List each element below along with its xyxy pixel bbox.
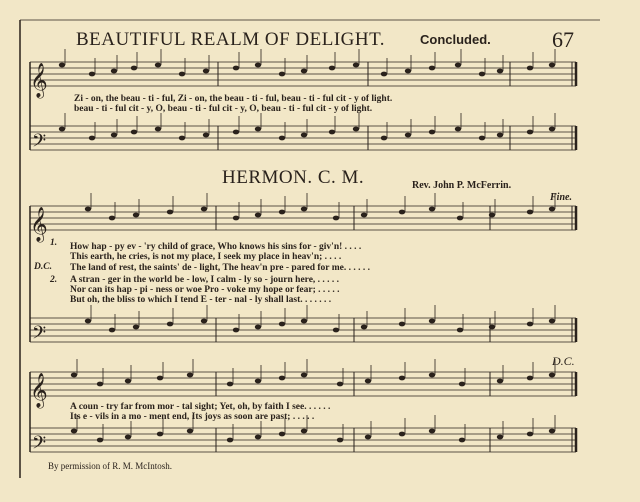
h1-treble-note <box>479 72 485 77</box>
h1-bass-note <box>381 136 387 141</box>
hermon-lyric-row-2: This earth, he cries, is not my place, I seek my place in heav'n; . . . . <box>70 252 342 262</box>
hermon-lyric-row-4: A stran - ger in the world be - low, I calm - ly so - journ here, . . . . . <box>70 275 340 285</box>
fine-mark: Fine. <box>550 192 572 203</box>
h1-treble-note <box>405 69 411 74</box>
h2-treble-2-note <box>125 379 131 384</box>
h1-treble-note <box>455 63 461 68</box>
h2-treble-2-note <box>429 373 435 378</box>
h2-treble-1-note <box>301 207 307 212</box>
h2-bass-2-note <box>157 432 163 437</box>
treble-clef-icon: 𝄞 <box>30 63 48 98</box>
h1-treble-note <box>497 69 503 74</box>
h2-treble-2-note <box>301 373 307 378</box>
h2-treble-1-note <box>527 210 533 215</box>
h1-treble-note <box>179 72 185 77</box>
h1-bass-note <box>131 130 137 135</box>
h1-bass-note <box>279 136 285 141</box>
hymn1-title: BEAUTIFUL REALM OF DELIGHT. <box>76 29 386 50</box>
h1-treble-note <box>203 69 209 74</box>
h2-treble-2-note <box>157 376 163 381</box>
h1-bass-note <box>111 133 117 138</box>
h2-treble-2-note <box>97 382 103 387</box>
hymn2-title: HERMON. C. M. <box>222 167 365 188</box>
h1-bass-note <box>527 130 533 135</box>
dc-mark: D.C. <box>552 354 575 368</box>
h1-treble-note <box>279 72 285 77</box>
h2-treble-1-note <box>429 207 435 212</box>
h2-bass-1-note <box>429 319 435 324</box>
h2-treble-2-note <box>255 379 261 384</box>
h2-bass-1-note <box>549 319 555 324</box>
hymn2-author: Rev. John P. McFerrin. <box>412 180 512 191</box>
h1-bass-note <box>301 133 307 138</box>
h2-treble-2-note <box>337 382 343 387</box>
h1-bass-note <box>455 127 461 132</box>
h2-treble-2-note <box>365 379 371 384</box>
h2-bass-2-note <box>227 438 233 443</box>
h1-bass-note <box>497 133 503 138</box>
h2-bass-2-note <box>399 432 405 437</box>
h1-bass-note <box>89 136 95 141</box>
h1-bass-note <box>203 133 209 138</box>
h1-treble-note <box>329 66 335 71</box>
hymn1-lyric-line-2: beau - ti - ful cit - y, O, beau - ti - ful cit - y, O, beau - ti - ful cit - y of light. <box>74 104 373 114</box>
h2-bass-2-note <box>125 435 131 440</box>
h1-treble-note <box>353 63 359 68</box>
h2-bass-1-note <box>109 328 115 333</box>
page-number: 67 <box>552 27 574 52</box>
h1-bass-note <box>179 136 185 141</box>
treble-clef-icon: 𝄞 <box>30 373 48 408</box>
h2-bass-2-note <box>255 435 261 440</box>
h2-treble-1-note <box>361 213 367 218</box>
h2-bass-1-note <box>85 319 91 324</box>
h2-treble-1-note <box>399 210 405 215</box>
h2-treble-1-note <box>489 213 495 218</box>
h1-bass-note <box>405 133 411 138</box>
footer-credit: By permission of R. M. McIntosh. <box>48 461 173 471</box>
h1-treble-note <box>233 66 239 71</box>
verse2-number: 2. <box>50 275 58 285</box>
h2-bass-1-note <box>361 325 367 330</box>
h2-bass-2-note <box>97 438 103 443</box>
bass-clef-icon: 𝄢 <box>32 131 47 156</box>
h2-treble-1-note <box>279 210 285 215</box>
h2-bass-2-note <box>527 432 533 437</box>
h1-bass-note <box>549 127 555 132</box>
h2-treble-1-note <box>457 216 463 221</box>
hymn1-lyric-line-1: Zi - on, the beau - ti - ful, Zi - on, the beau - ti - ful, beau - ti - ful cit - y of light. <box>74 94 393 104</box>
h2-bass-2-note <box>549 429 555 434</box>
h1-treble-note <box>549 63 555 68</box>
h1-treble-note <box>59 63 65 68</box>
h1-bass-note <box>329 130 335 135</box>
h1-treble-note <box>89 72 95 77</box>
h2-bass-2-note <box>365 435 371 440</box>
h1-treble-note <box>111 69 117 74</box>
h2-bass-2-note <box>337 438 343 443</box>
h2-treble-2-note <box>459 382 465 387</box>
hymn1-status: Concluded. <box>420 32 491 47</box>
h2-treble-1-note <box>233 216 239 221</box>
h2-treble-2-note <box>279 376 285 381</box>
h2-treble-2-note <box>227 382 233 387</box>
h2-treble-2-note <box>497 379 503 384</box>
h1-bass-note <box>233 130 239 135</box>
hermon-lyric-row-1: How hap - py ev - 'ry child of grace, Who knows his sins for - giv'n! . . . . <box>70 242 362 252</box>
h1-treble-note <box>255 63 261 68</box>
h1-bass-note <box>59 127 65 132</box>
h2-bass-1-note <box>201 319 207 324</box>
h1-treble-note <box>381 72 387 77</box>
verse1-number: 1. <box>50 238 58 248</box>
h2-bass-2-note <box>497 435 503 440</box>
h2-treble-2-note <box>71 373 77 378</box>
h2-bass-2-note <box>187 429 193 434</box>
h2-bass-2-note <box>279 432 285 437</box>
hermon-lyric-row-3: The land of rest, the saints' de - light, The heav'n pre - pared for me. . . . . . <box>70 263 370 273</box>
h2-bass-1-note <box>527 322 533 327</box>
h2-bass-2-note <box>429 429 435 434</box>
h2-treble-2-note <box>549 373 555 378</box>
h2-bass-1-note <box>255 325 261 330</box>
h2-bass-2-note <box>71 429 77 434</box>
h1-treble-note <box>301 69 307 74</box>
hermon-lyric-row-5: Nor can its hap - pi - ness or woe Pro - voke my hope or fear; . . . . . <box>70 285 340 295</box>
h2-treble-1-note <box>133 213 139 218</box>
h2-bass-2-note <box>301 429 307 434</box>
h2-treble-1-note <box>201 207 207 212</box>
h2-treble-1-note <box>333 216 339 221</box>
h1-bass-note <box>479 136 485 141</box>
h2-bass-1-note <box>301 319 307 324</box>
h2-treble-1-note <box>85 207 91 212</box>
hermon-lyric-row-7: A coun - try far from mor - tal sight; Yet, oh, by faith I see. . . . . . <box>70 402 331 412</box>
h2-bass-1-note <box>489 325 495 330</box>
h2-treble-2-note <box>527 376 533 381</box>
h2-bass-2-note <box>459 438 465 443</box>
h1-bass-note <box>353 127 359 132</box>
dc-label: D.C. <box>34 262 52 272</box>
h2-treble-1-note <box>109 216 115 221</box>
h2-bass-1-note <box>333 328 339 333</box>
h2-treble-1-note <box>549 207 555 212</box>
h2-bass-1-note <box>167 322 173 327</box>
hermon-lyric-row-8: Its e - vils in a mo - ment end, Its joys as soon are past; . . . . . <box>70 412 315 422</box>
h2-bass-1-note <box>133 325 139 330</box>
treble-clef-icon: 𝄞 <box>30 207 48 242</box>
h2-bass-1-note <box>399 322 405 327</box>
h2-bass-1-note <box>457 328 463 333</box>
h1-treble-note <box>155 63 161 68</box>
hermon-lyric-row-6: But oh, the bliss to which I tend E - ter - nal - ly shall last. . . . . . . <box>70 295 332 305</box>
h2-treble-2-note <box>399 376 405 381</box>
h1-treble-note <box>429 66 435 71</box>
bass-clef-icon: 𝄢 <box>32 433 47 458</box>
h2-bass-1-note <box>279 322 285 327</box>
h2-bass-1-note <box>233 328 239 333</box>
bass-clef-icon: 𝄢 <box>32 323 47 348</box>
h1-bass-note <box>255 127 261 132</box>
h1-bass-note <box>155 127 161 132</box>
h2-treble-2-note <box>187 373 193 378</box>
h2-treble-1-note <box>255 213 261 218</box>
h1-treble-note <box>131 66 137 71</box>
h1-treble-note <box>527 66 533 71</box>
h1-bass-note <box>429 130 435 135</box>
h2-treble-1-note <box>167 210 173 215</box>
